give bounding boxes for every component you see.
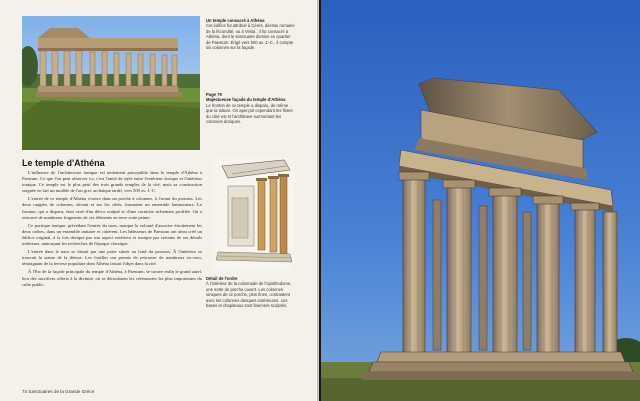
caption-middle-text: Le fronton de ce temple a disparu, de même que la toiture. On aperçoit cependant les frises du côté est et l'architrave surmontant les colonnes doriques.	[206, 102, 293, 125]
page-footer: 74 Sanctuaires de la Grande Grèce	[22, 389, 95, 394]
architectural-drawing-image	[212, 158, 294, 270]
caption-top-title: Un temple consacré à Athéna	[206, 18, 265, 23]
paragraph: L'entrée dans le naos se faisait par une porte située au fond du pronaos. À l'intérieur se trouvait la statue de la déesse. Les fouilles ont permis de retrouver de nombreux ex-voto, témoignant de la ferveur populaire dont Athéna faisait l'objet dans la cité.	[22, 249, 202, 267]
caption-top-text: Cet édifice fut attribué à Cérès, déesse romaine de la fécondité, ou à Vesta ; il fut consacré à Athéna, dont le sanctuaire domine ce quartier de Paestum. Érigé vers 500 av. J.-C., il compte six colonnes sur la façade.	[206, 23, 295, 51]
temple-photo-small	[22, 16, 200, 150]
paragraph: Ce portique ionique, précédant l'entrée du naos, marque la volonté d'associer étroitement les deux ordres, dans un ensemble unitaire et cohérent. Les bâtisseurs de Paestum ont ainsi créé un édifice original, à la fois dorique par son aspect extérieur et ionique par certains de ses détails intérieurs, annonçant les recherches de l'époque classique.	[22, 222, 202, 247]
caption-drawing	[206, 276, 296, 308]
caption-top	[206, 18, 296, 50]
paragraph: L'influence de l'architecture ionique est nettement perceptible dans le temple d'Athéna à Paestum. Ce que l'on peut observer ici, c'est l'unité de style entre l'extérieur dorique et l'intérieur ionique. Ce temple est le plus petit des trois grands temples de la cité, mais sa construction soignée en fait un modèle de l'art grec archaïque tardif, vers 500 av. J.-C.	[22, 170, 202, 194]
caption-drawing-text: À l'intérieur de la colonnade de l'opisthodome, une sorte de porche ouvert. Les colonnes ioniques de ce porche, plus fines, contrastent avec les colonnes doriques extérieures. Les bases et chapiteaux sont finement sculptés.	[206, 281, 292, 309]
left-page	[0, 0, 319, 401]
caption-middle	[206, 92, 296, 124]
right-page-photo	[321, 0, 640, 401]
paragraph: À l'Est de la façade principale du temple d'Athéna, à Paestum, se trouve enfin le grand autel, lieu des sacrifices offerts à la divinité, où se déroulaient les cérémonies les plus importantes du culte public.	[22, 269, 202, 287]
caption-drawing-title: Détail de l'ordre	[206, 276, 238, 281]
caption-middle-title: Majestueuse façade du temple d'Athéna	[206, 97, 286, 103]
temple-photo-large	[321, 0, 640, 401]
caption-middle-page: Page 79	[206, 92, 222, 97]
architectural-drawing	[212, 158, 294, 270]
paragraph: L'entrée de ce temple d'Athéna s'ouvre dans un porche à colonnes, à l'avant du pronaos. Les deux rangées de colonnes, devant et sur les côtés, formaient un ensemble harmonieux. Le fronton, qui a disparu, était orné d'un décor sculpté et d'une corniche richement profilée. On a retrouvé de nombreux fragments de ces éléments en terre cuite peinte.	[22, 196, 202, 220]
section-title: Le temple d'Athéna	[22, 158, 105, 168]
temple-photo-small-image	[22, 16, 200, 150]
article-body	[22, 170, 202, 384]
